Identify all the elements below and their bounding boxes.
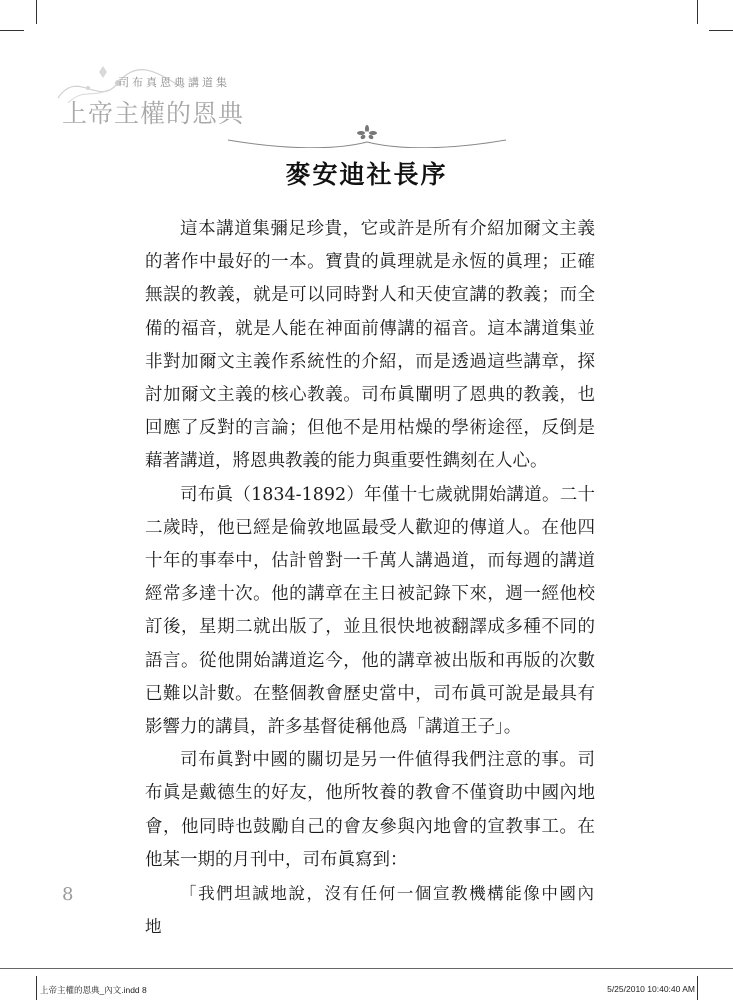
series-title: 司布真恩典講道集 — [118, 76, 230, 89]
paragraph: 這本講道集彌足珍貴，它或許是所有介紹加爾文主義的著作中最好的一本。寶貴的眞理就是永恆的眞理；正確無誤的教義，就是可以同時對人和天使宣講的教義；而全備的福音，就是人能在神面前傳講的福音。這本講道集並非對加爾文主義作系統性的介紹，而是透過這些講章，探討加爾文主義的核心教義。司布眞闡明了恩典的教義，也回應了反對的言論；但他不是用枯燥的學術途徑，反倒是藉著講道，將恩典教義的能力與重要性鐫刻在人心。 — [145, 219, 595, 472]
crop-mark-top-left — [36, 0, 37, 24]
crop-mark-right-top — [709, 30, 733, 31]
slug-file-info: 上帝主權的恩典_內文.indd 8 — [40, 985, 147, 995]
body-text — [145, 213, 595, 943]
crop-mark-top-right — [697, 0, 698, 24]
paragraph: 司布眞對中國的關切是另一件値得我們注意的事。司布眞是戴德生的好友，他所牧養的教會不僅資助中國內地會，他同時也鼓勵自己的會友參與內地會的宣教事工。在他某一期的月刊中，司布眞寫到： — [145, 750, 595, 870]
paragraph: 司布眞（1834-1892）年僅十七歲就開始講道。二十二歲時，他已經是倫敦地區最受人歡迎的傳道人。在他四十年的事奉中，估計曾對一千萬人講過道，而每週的講道經常多達十次。他的講章在主日被記錄下來，週一經他校訂後，星期二就出版了，並且很快地被翻譯成多種不同的語言。從他開始講道迄今，他的講章被出版和再版的次數已難以計數。在整個教會歷史當中，司布眞可說是最具有影響力的講員，許多基督徒稱他爲「講道王子」。 — [145, 484, 595, 738]
book-title: 上帝主權的恩典 — [62, 99, 245, 128]
slug-timestamp: 5/25/2010 10:40:40 AM — [607, 984, 695, 994]
crop-mark-left-top — [0, 30, 24, 31]
chapter-title: 麥安迪社長序 — [285, 160, 448, 189]
slug-divider — [0, 968, 733, 969]
quote-line: 「我們坦誠地說，沒有任何一個宣教機構能像中國內地 — [145, 884, 595, 937]
page-number: 8 — [62, 884, 74, 905]
crop-mark-bottom-left — [36, 976, 37, 1000]
crop-mark-bottom-right — [697, 976, 698, 1000]
swirl-divider-icon — [226, 136, 508, 148]
